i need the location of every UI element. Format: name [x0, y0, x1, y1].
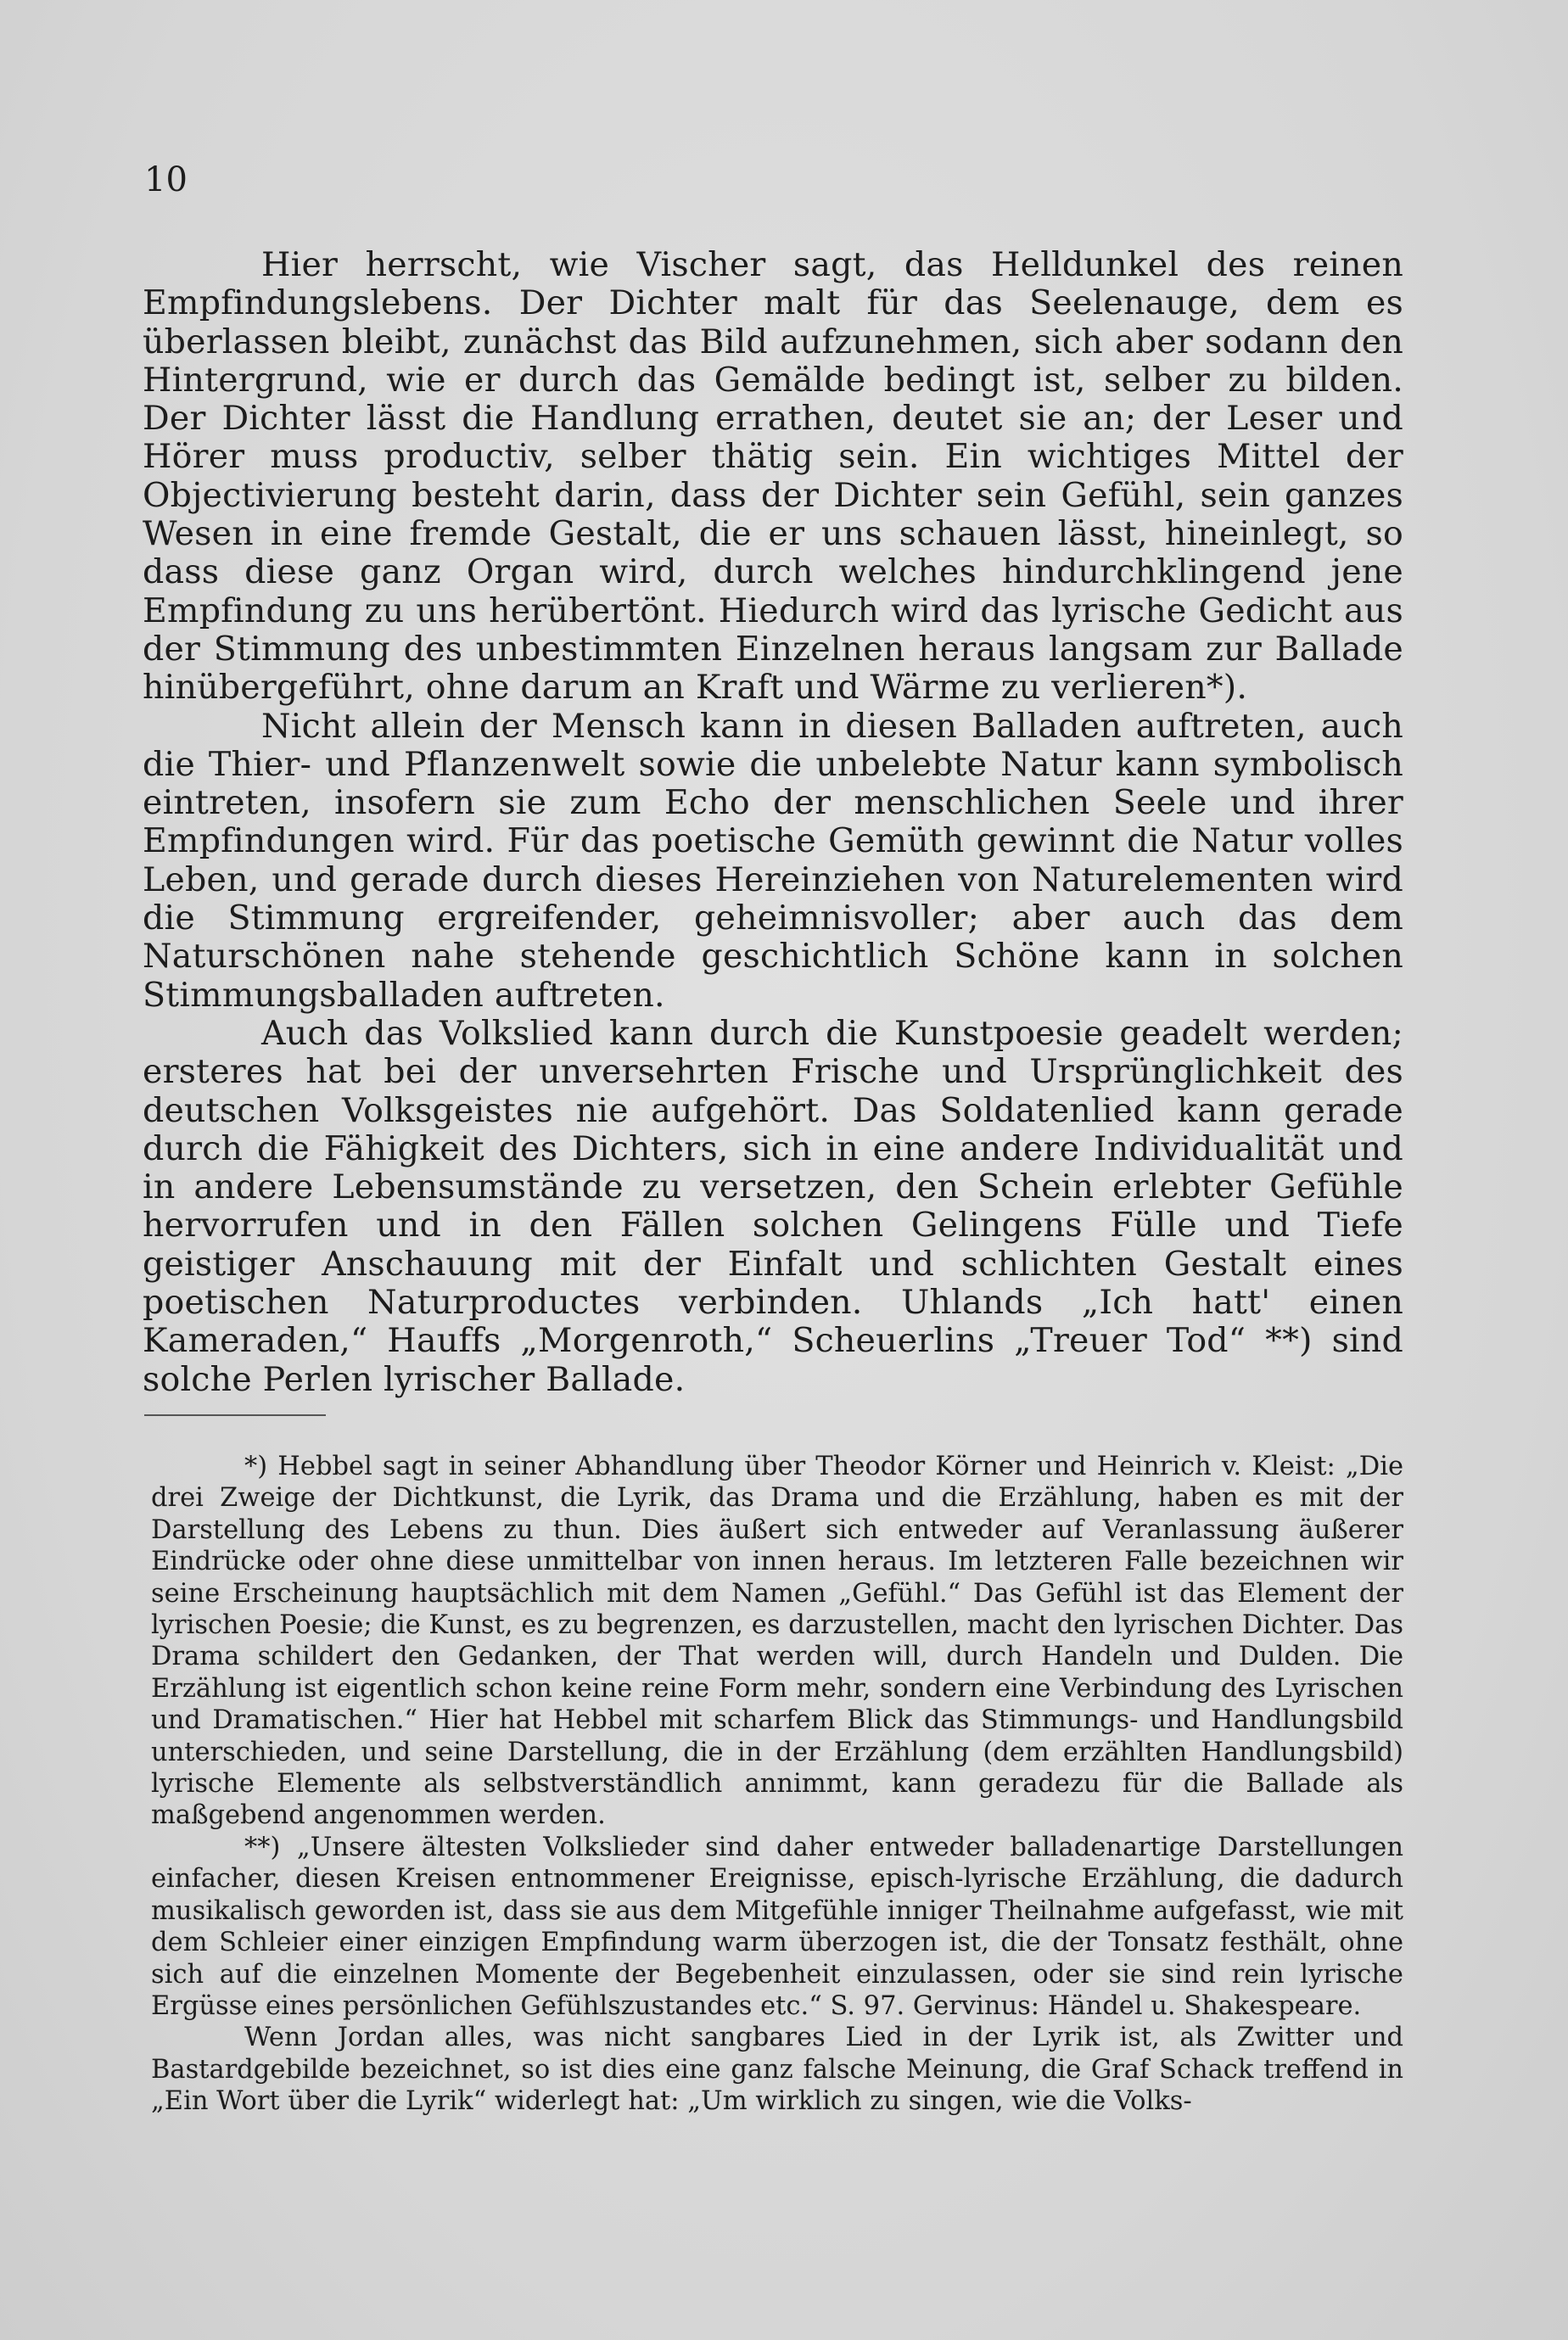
footnote-hebbel: *) Hebbel sagt in seiner Abhandlung über Theodor Körner und Heinrich v. Kleist: „Die drei Zweige der Dichtkunst, die Lyrik, das Drama und die Erzählung, haben es mit der Darstellung des Lebens zu thun. Dies äußert sich entweder auf Veranlassung äußerer Eindrücke oder ohne diese unmittelbar von innen heraus. Im letzteren Falle bezeichnen wir seine Erscheinung hauptsächlich mit dem Namen „Gefühl.“ Das Gefühl ist das Element der lyrischen Poesie; die Kunst, es zu begrenzen, es darzustellen, macht den lyrischen Dichter. Das Drama schildert den Gedanken, der That werden will, durch Handeln und Dulden. Die Erzählung ist eigentlich schon keine reine Form mehr, sondern eine Verbindung des Lyrischen und Dramatischen.“ Hier hat Hebbel mit scharfem Blick das Stimmungs- und Handlungsbild unterschieden, und seine Darstellung, die in der Erzählung (dem erzählten Handlungsbild) lyrische Elemente als selbstverständlich annimmt, kann geradezu für die Ballade als maßgebend angenommen werden. — [151, 1452, 1403, 1831]
page-number: 10 — [144, 160, 188, 199]
footnote-jordan: Wenn Jordan alles, was nicht sangbares Lied in der Lyrik ist, als Zwitter und Bastardgebilde bezeichnet, so ist dies eine ganz falsche Meinung, die Graf Schack treffend in „Ein Wort über die Lyrik“ widerlegt hat: „Um wirklich zu singen, wie die Volks- — [151, 2023, 1403, 2117]
footnotes — [151, 1451, 1403, 2118]
paragraph-folksong: Auch das Volkslied kann durch die Kunstpoesie geadelt werden; ersteres hat bei der unversehrten Frische und Ursprünglichkeit des deutschen Volksgeistes nie aufgehört. Das Soldatenlied kann gerade durch die Fähigkeit des Dichters, sich in eine andere Individualität und in andere Lebensumstände zu versetzen, den Schein erlebter Gefühle hervorrufen und in den Fällen solchen Gelingens Fülle und Tiefe geistiger Anschauung mit der Einfalt und schlichten Gestalt eines poetischen Naturproductes verbinden. Uhlands „Ich hatt' einen Kameraden,“ Hauffs „Morgenroth,“ Scheuerlins „Treuer Tod“ **) sind solche Perlen lyrischer Ballade. — [143, 1013, 1403, 1399]
main-text — [143, 246, 1403, 1399]
paragraph-nature-symbolism: Nicht allein der Mensch kann in diesen Balladen auftreten, auch die Thier- und Pflanzenwelt sowie die unbelebte Natur kann symbolisch eintreten, insofern sie zum Echo der menschlichen Seele und ihrer Empfindungen wird. Für das poetische Gemüth gewinnt die Natur volles Leben, und gerade durch dieses Hereinziehen von Naturelementen wird die Stimmung ergreifender, geheimnisvoller; aber auch das dem Naturschönen nahe stehende geschichtlich Schöne kann in solchen Stimmungsballaden auftreten. — [143, 706, 1403, 1015]
footnote-divider — [144, 1414, 326, 1416]
paragraph-lyric-objectivation: Hier herrscht, wie Vischer sagt, das Helldunkel des reinen Empfindungslebens. Der Dichter malt für das Seelenauge, dem es überlassen bleibt, zunächst das Bild aufzunehmen, sich aber sodann den Hintergrund, wie er durch das Gemälde bedingt ist, selber zu bilden. Der Dichter lässt die Handlung errathen, deutet sie an; der Leser und Hörer muss productiv, selber thätig sein. Ein wichtiges Mittel der Objectivierung besteht darin, dass der Dichter sein Gefühl, sein ganzes Wesen in eine fremde Gestalt, die er uns schauen lässt, hineinlegt, so dass diese ganz Organ wird, durch welches hindurchklingend jene Empfindung zu uns herübertönt. Hiedurch wird das lyrische Gedicht aus der Stimmung des unbestimmten Einzelnen heraus langsam zur Ballade hinübergeführt, ohne darum an Kraft und Wärme zu verlieren*). — [143, 245, 1403, 708]
footnote-gervinus: **) „Unsere ältesten Volkslieder sind daher entweder balladenartige Darstellungen einfacher, diesen Kreisen entnommener Ereignisse, episch-lyrische Erzählung, die dadurch musikalisch geworden ist, dass sie aus dem Mitgefühle inniger Theilnahme aufgefasst, wie mit dem Schleier einer einzigen Empfindung warm überzogen ist, die der Tonsatz festhält, ohne sich auf die einzelnen Momente der Begebenheit einzulassen, oder sie sind rein lyrische Ergüsse eines persönlichen Gefühlszustandes etc.“ S. 97. Gervinus: Händel u. Shakespeare. — [151, 1832, 1403, 2021]
